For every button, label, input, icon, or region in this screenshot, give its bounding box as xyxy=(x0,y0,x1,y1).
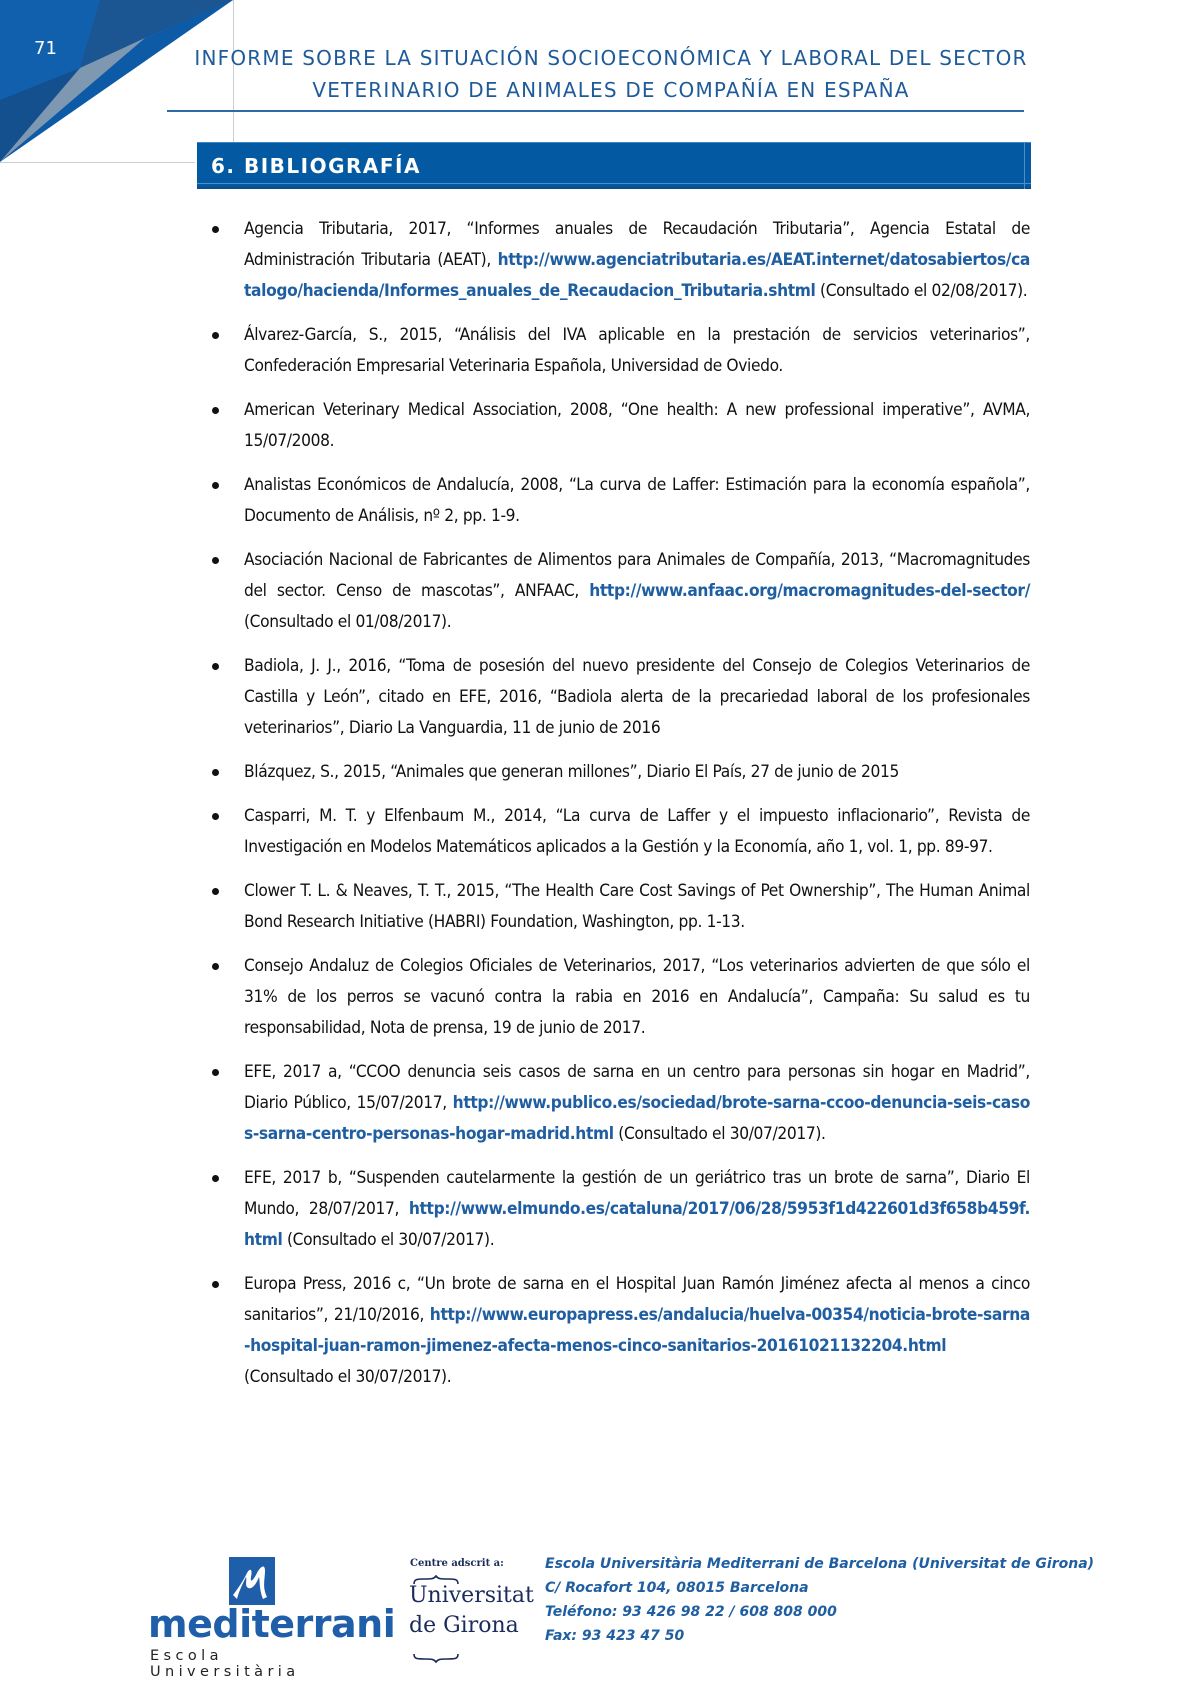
contact-fax: Fax: 93 423 47 50 xyxy=(545,1628,685,1644)
contact-phone: Teléfono: 93 426 98 22 / 608 808 000 xyxy=(545,1604,837,1620)
bibliography-entry xyxy=(200,545,1030,638)
udg-affiliation-label: Centre adscrit a: xyxy=(410,1558,504,1569)
entry-text: Europa Press, 2016 c, “Un brote de sarna en el Hospital Juan Ramón Jiménez afecta al menos a cinco sanitarios”, 21/10/2016, xyxy=(244,1274,1030,1325)
bibliography-entry xyxy=(200,1269,1030,1393)
entry-consulted: (Consultado el 30/07/2017). xyxy=(244,1367,452,1387)
bullet-icon xyxy=(212,482,219,489)
mediterrani-logo xyxy=(148,1557,396,1680)
bibliography-entry xyxy=(200,651,1030,744)
entry-text: American Veterinary Medical Association, 2008, “One health: A new professional imperative”, AVMA, 15/07/2008. xyxy=(244,400,1030,451)
entry-text: Álvarez-García, S., 2015, “Análisis del IVA aplicable en la prestación de servicios veterinarios”, Confederación Empresarial Veterinaria Española, Universidad de Oviedo. xyxy=(244,325,1030,376)
bibliography-entry xyxy=(200,214,1030,307)
document-title-line-1: INFORME SOBRE LA SITUACIÓN SOCIOECONÓMICA Y LABORAL DEL SECTOR xyxy=(194,46,1028,70)
page-number: 71 xyxy=(34,38,57,59)
section-bar-rule xyxy=(197,183,1031,184)
contact-block xyxy=(545,1552,1094,1648)
bibliography-entry xyxy=(200,757,1030,788)
mediterrani-subtitle: Escola Universitària xyxy=(150,1648,300,1680)
bullet-icon xyxy=(212,557,219,564)
entry-consulted: (Consultado el 01/08/2017). xyxy=(244,612,452,632)
entry-text: EFE, 2017 b, “Suspenden cautelarmente la gestión de un geriátrico tras un brote de sarna”, Diario El Mundo, 28/07/2017, xyxy=(244,1168,1030,1219)
entry-link[interactable]: http://www.elmundo.es/cataluna/2017/06/28/5953f1d422601d3f658b459f.html xyxy=(244,1199,1030,1250)
entry-text: Agencia Tributaria, 2017, “Informes anuales de Recaudación Tributaria”, Agencia Estatal de Administración Tributaria (AEAT), xyxy=(244,219,1030,270)
document-title-line-2: VETERINARIO DE ANIMALES DE COMPAÑÍA EN ESPAÑA xyxy=(312,78,910,102)
contact-address: C/ Rocafort 104, 08015 Barcelona xyxy=(545,1580,809,1596)
bullet-icon xyxy=(212,813,219,820)
bullet-icon xyxy=(212,888,219,895)
bullet-icon xyxy=(212,1281,219,1288)
section-title: 6. BIBLIOGRAFÍA xyxy=(211,154,421,178)
title-divider xyxy=(167,110,1024,112)
entry-text: Clower T. L. & Neaves, T. T., 2015, “The Health Care Cost Savings of Pet Ownership”, The Human Animal Bond Research Initiative (HABRI) Foundation, Washington, pp. 1-13. xyxy=(244,881,1030,932)
bullet-icon xyxy=(212,1175,219,1182)
section-bar-vrule xyxy=(1024,143,1025,189)
mediterrani-m-icon xyxy=(229,1557,275,1605)
bullet-icon xyxy=(212,769,219,776)
bibliography-entry xyxy=(200,395,1030,457)
mediterrani-wordmark: mediterrani xyxy=(148,1602,396,1646)
entry-text: Blázquez, S., 2015, “Animales que generan millones”, Diario El País, 27 de junio de 2015 xyxy=(244,762,899,782)
document-title xyxy=(166,42,1056,106)
entry-link[interactable]: http://www.agenciatributaria.es/AEAT.internet/datosabiertos/catalogo/hacienda/Informes_anuales_de_Recaudacion_Tributaria.shtml xyxy=(244,250,1030,301)
bibliography-entry xyxy=(200,470,1030,532)
contact-institution: Escola Universitària Mediterrani de Barcelona (Universitat de Girona) xyxy=(545,1556,1095,1572)
page-footer xyxy=(0,1545,1191,1684)
entry-link[interactable]: http://www.publico.es/sociedad/brote-sarna-ccoo-denuncia-seis-casos-sarna-centro-personas-hogar-madrid.html xyxy=(244,1093,1030,1144)
bullet-icon xyxy=(212,963,219,970)
udg-line-1: Universitat xyxy=(409,1583,534,1608)
section-header-bar xyxy=(197,142,1031,189)
entry-text: Consejo Andaluz de Colegios Oficiales de Veterinarios, 2017, “Los veterinarios advierten de que sólo el 31% de los perros se vacunó contra la rabia en 2016 en Andalucía”, Campaña: Su salud es tu responsabilidad, Nota de prensa, 19 de junio de 2017. xyxy=(244,956,1030,1038)
entry-consulted: (Consultado el 30/07/2017). xyxy=(613,1124,826,1144)
udg-line-2: de Girona xyxy=(409,1613,519,1638)
bullet-icon xyxy=(212,226,219,233)
entry-text: Badiola, J. J., 2016, “Toma de posesión del nuevo presidente del Consejo de Colegios Veterinarios de Castilla y León”, citado en EFE, 2016, “Badiola alerta de la precariedad laboral de los profesionales veterinarios”, Diario La Vanguardia, 11 de junio de 2016 xyxy=(244,656,1030,738)
bullet-icon xyxy=(212,332,219,339)
entry-consulted: (Consultado el 30/07/2017). xyxy=(282,1230,495,1250)
bullet-icon xyxy=(212,663,219,670)
udg-brace-bottom-icon xyxy=(413,1653,459,1663)
bibliography-entry xyxy=(200,1057,1030,1150)
bullet-icon xyxy=(212,407,219,414)
entry-link[interactable]: http://www.europapress.es/andalucia/huelva-00354/noticia-brote-sarna-hospital-juan-ramon-jimenez-afecta-menos-cinco-sanitarios-20161021132204.html xyxy=(244,1305,1030,1356)
bibliography-entry xyxy=(200,320,1030,382)
bibliography-entry xyxy=(200,951,1030,1044)
crop-guide-horizontal xyxy=(0,162,195,163)
bibliography-entry xyxy=(200,876,1030,938)
entry-consulted: (Consultado el 02/08/2017). xyxy=(815,281,1028,301)
entry-text: Asociación Nacional de Fabricantes de Alimentos para Animales de Compañía, 2013, “Macromagnitudes del sector. Censo de mascotas”, ANFAAC, xyxy=(244,550,1030,601)
bibliography-list xyxy=(200,214,1030,1406)
bullet-icon xyxy=(212,1069,219,1076)
bibliography-entry xyxy=(200,1163,1030,1256)
entry-text: Analistas Económicos de Andalucía, 2008, “La curva de Laffer: Estimación para la economía española”, Documento de Análisis, nº 2, pp. 1-9. xyxy=(244,475,1030,526)
entry-link[interactable]: http://www.anfaac.org/macromagnitudes-del-sector/ xyxy=(589,581,1030,601)
udg-logo xyxy=(405,1558,534,1672)
bibliography-entry xyxy=(200,801,1030,863)
entry-text: EFE, 2017 a, “CCOO denuncia seis casos de sarna en un centro para personas sin hogar en Madrid”, Diario Público, 15/07/2017, xyxy=(244,1062,1030,1113)
entry-text: Casparri, M. T. y Elfenbaum M., 2014, “La curva de Laffer y el impuesto inflacionario”, Revista de Investigación en Modelos Matemáticos aplicados a la Gestión y la Economía, año 1, vol. 1, pp. 89-97. xyxy=(244,806,1030,857)
